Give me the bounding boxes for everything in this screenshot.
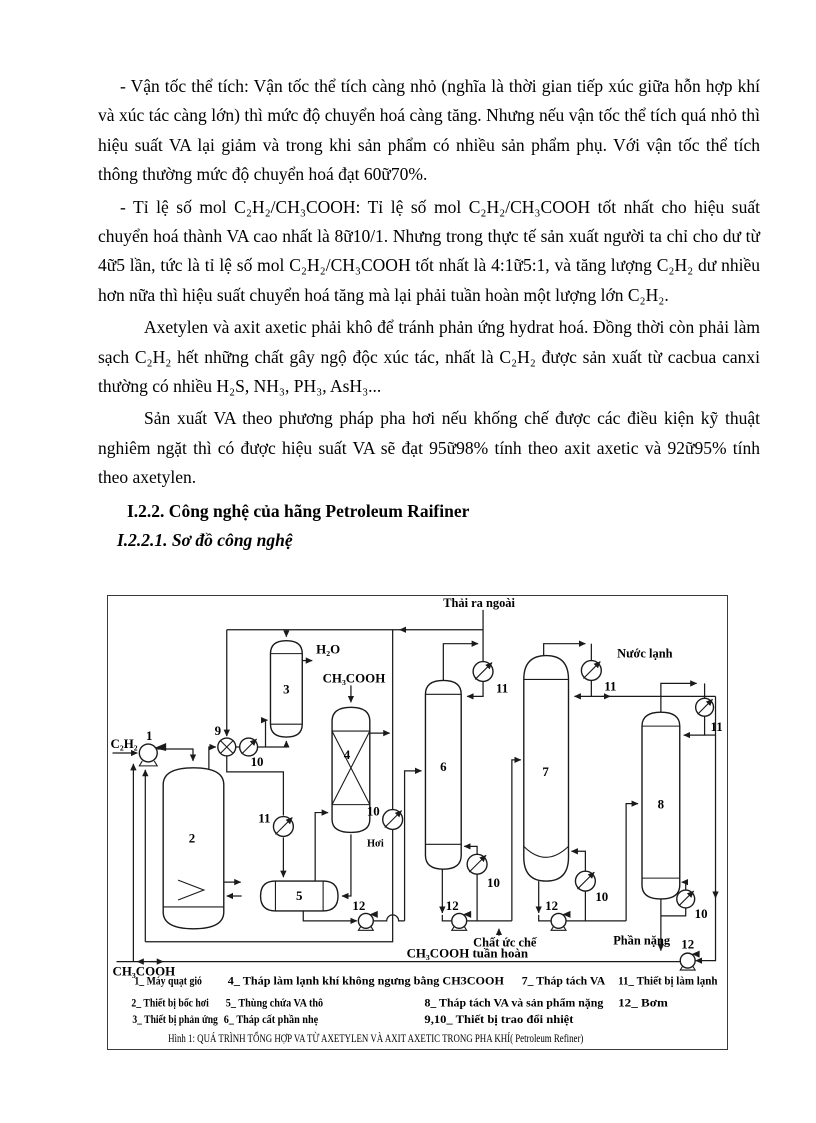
- tag-12-pump-drum5: 12: [352, 897, 366, 913]
- body-text: [98, 72, 760, 556]
- legend-item-9-10: 9,10_ Thiết bị trao đổi nhiệt: [424, 1012, 574, 1027]
- exchanger-10-column6: [467, 854, 487, 874]
- legend-item-1: 1_ Máy quạt gió: [134, 973, 202, 988]
- stream-label-thai-ra-ngoai: Thải ra ngoài: [443, 596, 515, 610]
- stream-label-chat-uc-che: Chất ức chế: [473, 935, 537, 950]
- diagram-legend: [131, 973, 717, 1026]
- legend-item-8: 8_ Tháp tách VA và sản phẩm nặng: [424, 995, 604, 1010]
- tag-12-pump-column7: 12: [545, 897, 559, 913]
- tag-10-column6-exchanger: 10: [487, 875, 500, 891]
- tag-9-exchanger: 9: [214, 723, 222, 739]
- tag-8-column: 8: [657, 796, 665, 812]
- legend-item-3: 3_ Thiết bị phản ứng: [132, 1012, 218, 1027]
- stream-label-nuoc-lanh: Nước lạnh: [617, 646, 673, 661]
- process-flow-svg: [108, 596, 726, 1048]
- exchanger-10-column7: [575, 871, 595, 891]
- tag-4-tower: 4: [343, 746, 351, 762]
- tag-10-steam-exchanger: 10: [366, 803, 380, 819]
- tag-10-column8-exchanger: 10: [694, 905, 708, 921]
- legend-item-2: 2_ Thiết bị bốc hơi: [131, 995, 210, 1010]
- legend-item-6: 6_ Tháp cất phần nhẹ: [223, 1012, 319, 1027]
- tag-7-column: 7: [542, 763, 549, 779]
- section-heading: I.2.2. Công nghệ của hãng Petroleum Raifiner: [127, 500, 470, 521]
- light-ends-column-6: [425, 680, 461, 869]
- tag-3-reactor: 3: [283, 681, 290, 697]
- cooler-11-column7: [581, 661, 601, 681]
- tag-12-pump-recycle: 12: [681, 936, 695, 952]
- stream-label-h2o: H₂O: [316, 641, 341, 657]
- tag-2-evaporator: 2: [188, 830, 196, 846]
- paragraph-van-toc: - Vận tốc thể tích: Vận tốc thể tích càng nhỏ (nghĩa là thời gian tiếp xúc giữa hỗn hợp khí và xúc tác càng lớn) thì mức độ chuyển hoá càng tăng. Nhưng nếu vận tốc thể tích quá nhỏ thì hiệu suất VA lại giảm và trong khi sản phẩm có nhiều sản phẩm phụ. Với vận tốc thể tích thông thường mức độ chuyển hoá đạt 60ữ70%.: [98, 76, 760, 185]
- paragraph-san-xuat: Sản xuất VA theo phương pháp pha hơi nếu khống chế được các điều kiện kỹ thuật nghiêm ngặt thì có được hiệu suất VA sẽ đạt 95ữ98% tính theo axit axetic và 92ữ95% tính theo axetylen.: [98, 408, 760, 488]
- tag-10-column7-exchanger: 10: [595, 888, 609, 904]
- fan-1: [139, 743, 166, 766]
- exchanger-10-column8: [677, 890, 695, 908]
- stream-label-hoi: Hơi: [366, 838, 384, 850]
- tag-12-pump-column6: 12: [445, 897, 459, 913]
- quench-tower-4: [332, 707, 370, 832]
- tag-1-fan: 1: [146, 728, 153, 744]
- exchanger-9: [218, 738, 236, 756]
- legend-item-4: 4_ Tháp làm lạnh khí không ngưng bằng CH3COOH: [227, 973, 505, 988]
- tag-11-column7-cooler: 11: [604, 678, 617, 694]
- paragraph-ti-le-mol: - Tỉ lệ số mol C₂H₂/CH₃COOH: Tỉ lệ số mol C₂H₂/CH₃COOH tốt nhất cho hiệu suất chuyển hoá thành VA cao nhất là 8ữ10/1. Nhưng trong thực tế sản xuất người ta chỉ cho dư từ 4ữ5 lần, tức là tỉ lệ số mol C₂H₂/CH₃COOH tốt nhất là 4:1ữ5:1, và tăng lượng C₂H₂ dư nhiều hơn nữa thì hiệu suất chuyển hoá tăng mà lại phải tuần hoàn một lượng lớn C₂H₂.: [98, 196, 760, 305]
- stream-label-phan-nang: Phần nặng: [613, 933, 671, 948]
- cooler-11-column8: [696, 698, 714, 716]
- evaporator-2: [163, 768, 224, 929]
- legend-item-7: 7_ Tháp tách VA: [521, 973, 606, 988]
- stream-label-c2h2: C₂H₂: [110, 735, 138, 751]
- tag-11-left-cooler: 11: [258, 810, 271, 826]
- stream-label-ch3cooh-fresh: CH₃COOH: [112, 963, 176, 979]
- legend-item-11: 11_ Thiết bị làm lạnh: [618, 973, 718, 988]
- legend-item-12: 12_ Bơm: [618, 995, 668, 1010]
- tag-11-column8-cooler: 11: [710, 719, 723, 735]
- subsection-heading: I.2.2.1. Sơ đồ công nghệ: [117, 530, 293, 551]
- stream-label-ch3cooh-tuan-hoan: CH₃COOH tuần hoàn: [406, 945, 529, 961]
- process-flow-diagram: [107, 595, 728, 1050]
- tag-11-column6-cooler: 11: [495, 680, 509, 696]
- tag-6-column: 6: [440, 758, 447, 774]
- paragraph-axetylen: Axetylen và axit axetic phải khô để tránh phản ứng hydrat hoá. Đồng thời còn phải làm sạch C₂H₂ hết những chất gây ngộ độc xúc tác, nhất là C₂H₂ được sản xuất từ cacbua canxi thường có nhiều H₂S, NH₃, PH₃, AsH₃...: [98, 317, 760, 397]
- cooler-11-left: [273, 817, 293, 837]
- figure-caption: Hình 1: QUÁ TRÌNH TỔNG HỢP VA TỪ AXETYLEN VÀ AXIT AXETIC TRONG PHA KHÍ( Petroleum Refiner): [168, 1033, 703, 1046]
- tag-5-drum: 5: [296, 887, 303, 903]
- exchanger-10-steam: [383, 810, 403, 830]
- tag-10-feed-exchanger: 10: [250, 753, 264, 769]
- legend-item-5: 5_ Thùng chứa VA thô: [225, 995, 324, 1010]
- stream-label-ch3cooh-feed: CH₃COOH: [322, 670, 386, 686]
- cooler-11-column6: [473, 662, 493, 682]
